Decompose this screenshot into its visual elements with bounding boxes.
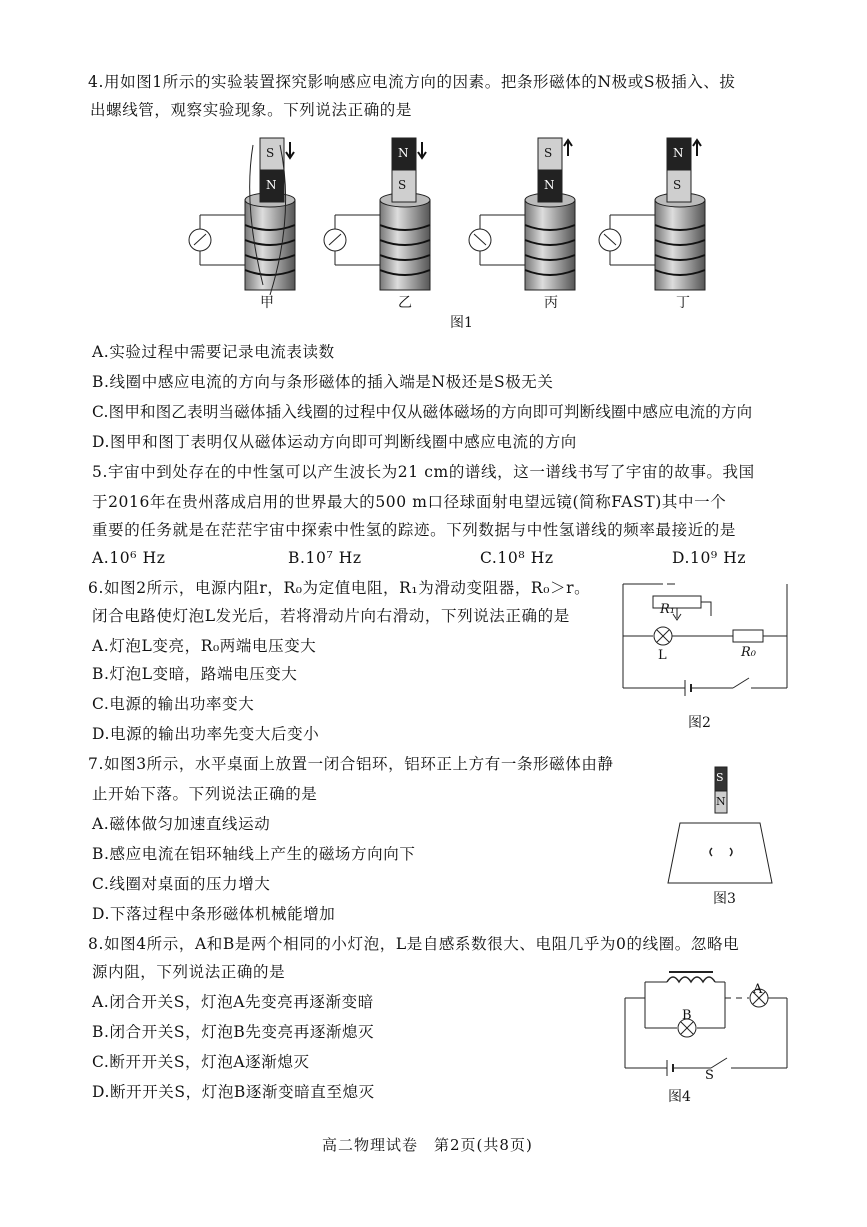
q4-option-b: B.线圈中感应电流的方向与条形磁体的插入端是N极还是S极无关: [92, 373, 554, 391]
q8-option-c: C.断开开关S，灯泡A逐渐熄灭: [92, 1053, 310, 1071]
setup-yi: [324, 138, 430, 290]
fig4-lamp-b-label: B: [682, 1008, 692, 1023]
q5-option-c: C.10⁸ Hz: [480, 549, 554, 567]
q4-stem-line2: 出螺线管，观察实验现象。下列说法正确的是: [90, 101, 413, 119]
q7-stem-line1: 7.如图3所示，水平桌面上放置一闭合铝环，铝环正上方有一条形磁体由静: [88, 755, 614, 773]
fig2-caption: 图2: [688, 715, 711, 731]
setup-ding: [599, 138, 705, 290]
fig3-magnet-bottom: N: [716, 795, 726, 808]
q6-option-d: D.电源的输出功率先变大后变小: [92, 725, 320, 743]
q8-option-b: B.闭合开关S，灯泡B先变亮再逐渐熄灭: [92, 1023, 375, 1041]
q7-stem-line2: 止开始下落。下列说法正确的是: [92, 785, 318, 803]
page-footer: 高二物理试卷 第2页(共8页): [322, 1136, 533, 1154]
q7-option-c: C.线圈对桌面的压力增大: [92, 875, 271, 893]
q6-option-c: C.电源的输出功率变大: [92, 695, 255, 713]
ding-magnet-top: N: [673, 146, 684, 160]
q8-option-d: D.断开开关S，灯泡B逐渐变暗直至熄灭: [92, 1083, 375, 1101]
q4-option-a: A.实验过程中需要记录电流表读数: [92, 343, 335, 361]
jia-magnet-bottom: N: [266, 178, 277, 192]
q5-stem-line3: 重要的任务就是在茫茫宇宙中探索中性氢的踪迹。下列数据与中性氢谱线的频率最接近的是: [92, 521, 737, 539]
yi-magnet-top: N: [398, 146, 409, 160]
setup-jia: [189, 138, 295, 295]
q6-option-a: A.灯泡L变亮，R₀两端电压变大: [92, 637, 317, 655]
fig1-label-jia: 甲: [260, 295, 274, 311]
fig1-label-bing: 丙: [544, 295, 558, 311]
q8-option-a: A.闭合开关S，灯泡A先变亮再逐渐变暗: [92, 993, 374, 1011]
jia-magnet-top: S: [266, 146, 275, 160]
q5-option-a: A.10⁶ Hz: [92, 549, 166, 567]
fig4-switch-label: S: [705, 1068, 714, 1083]
fig1-label-ding: 丁: [676, 295, 690, 311]
bing-magnet-top: S: [544, 146, 553, 160]
fig3-caption: 图3: [713, 891, 736, 907]
bing-magnet-bottom: N: [544, 178, 555, 192]
fig2-lamp-label: L: [658, 648, 667, 663]
q7-option-a: A.磁体做匀加速直线运动: [92, 815, 271, 833]
q4-option-c: C.图甲和图乙表明当磁体插入线圈的过程中仅从磁体磁场的方向即可判断线圈中感应电流的方向: [92, 403, 753, 421]
figure-2-circuit: [615, 578, 805, 698]
figure-4-circuit: [615, 968, 815, 1088]
fig2-r1-label: R₁: [660, 602, 675, 617]
fig3-magnet-top: S: [716, 771, 724, 784]
q5-option-b: B.10⁷ Hz: [288, 549, 362, 567]
q7-option-d: D.下落过程中条形磁体机械能增加: [92, 905, 336, 923]
fig1-caption: 图1: [450, 315, 473, 331]
q4-stem-line1: 4.用如图1所示的实验装置探究影响感应电流方向的因素。把条形磁体的N极或S极插入、拔: [88, 73, 736, 91]
ding-magnet-bottom: S: [673, 178, 682, 192]
q8-stem-line1: 8.如图4所示，A和B是两个相同的小灯泡，L是自感系数很大、电阻几乎为0的线圈。忽略电: [88, 935, 740, 953]
q7-option-b: B.感应电流在铝环轴线上产生的磁场方向向下: [92, 845, 416, 863]
q6-stem-line1: 6.如图2所示，电源内阻r，R₀为定值电阻，R₁为滑动变阻器，R₀＞r。: [88, 579, 591, 597]
q8-stem-line2: 源内阻，下列说法正确的是: [92, 963, 286, 981]
figure-1: [180, 130, 720, 310]
q6-stem-line2: 闭合电路使灯泡L发光后，若将滑动片向右滑动，下列说法正确的是: [92, 607, 570, 625]
setup-bing: [469, 138, 575, 290]
q5-stem-line2: 于2016年在贵州落成启用的世界最大的500 m口径球面射电望远镜(简称FAST)其中一个: [92, 493, 727, 511]
fig1-label-yi: 乙: [398, 295, 412, 311]
q6-option-b: B.灯泡L变暗，路端电压变大: [92, 665, 298, 683]
fig4-lamp-a-label: A: [753, 982, 763, 997]
fig2-r0-label: R₀: [741, 645, 756, 660]
q5-option-d: D.10⁹ Hz: [672, 549, 747, 567]
q5-stem-line1: 5.宇宙中到处存在的中性氢可以产生波长为21 cm的谱线，这一谱线书写了宇宙的故事。我国: [92, 463, 755, 481]
yi-magnet-bottom: S: [398, 178, 407, 192]
fig4-caption: 图4: [668, 1089, 691, 1105]
q4-option-d: D.图甲和图丁表明仅从磁体运动方向即可判断线圈中感应电流的方向: [92, 433, 577, 451]
